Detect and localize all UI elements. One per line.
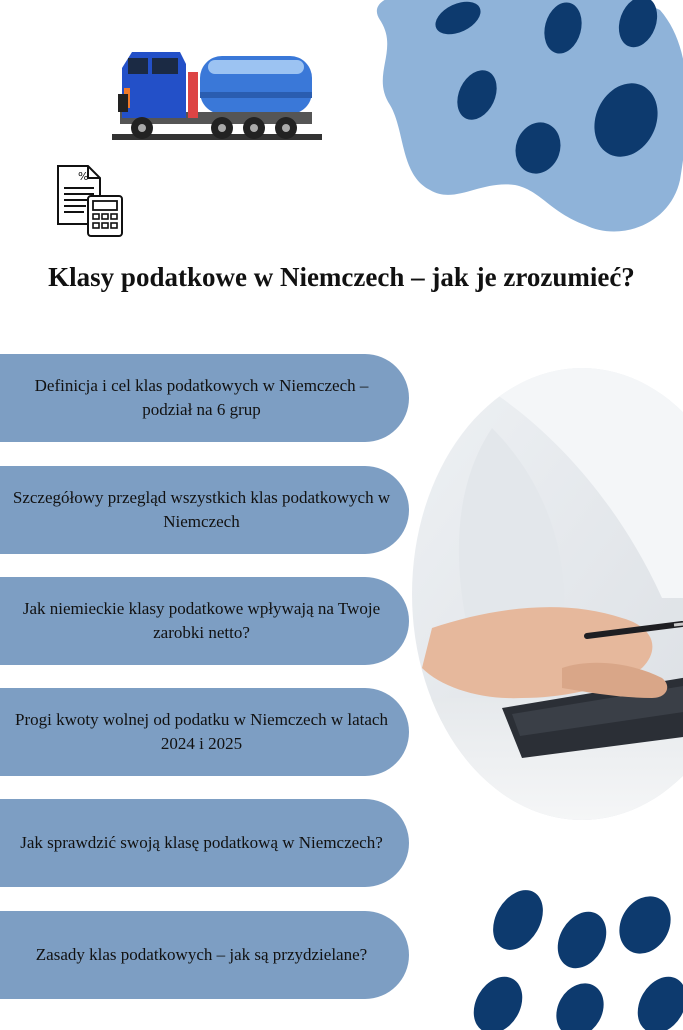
decorative-blob-top (350, 0, 683, 245)
topic-item-1-label: Definicja i cel klas podatkowych w Niemczech – podział na 6 grup (34, 376, 369, 419)
decorative-dots-bottom (430, 880, 683, 1030)
tax-document-calculator-icon (52, 162, 126, 238)
topic-item-5-label: Jak sprawdzić swoją klasę podatkową w Niemczech? (20, 833, 383, 852)
topic-item-4-label: Progi kwoty wolnej od podatku w Niemczech w latach 2024 i 2025 (15, 710, 388, 753)
topic-item-2 (0, 466, 409, 554)
topic-item-4 (0, 688, 409, 776)
topic-item-2-label: Szczegółowy przegląd wszystkich klas podatkowych w Niemczech (12, 488, 391, 531)
svg-text:%: % (78, 170, 89, 183)
topic-item-6-label: Zasady klas podatkowych – jak są przydzielane? (35, 945, 368, 964)
truck-icon (112, 48, 322, 144)
topic-item-3-label: Jak niemieckie klasy podatkowe wpływają na Twoje zarobki netto? (22, 599, 381, 642)
topic-item-1 (0, 354, 409, 442)
topic-item-5 (0, 799, 409, 887)
topic-item-6 (0, 911, 409, 999)
topic-item-3 (0, 577, 409, 665)
page-title: Klasy podatkowe w Niemczech – jak je zrozumieć? (48, 262, 635, 292)
calculator-photo (412, 368, 683, 820)
